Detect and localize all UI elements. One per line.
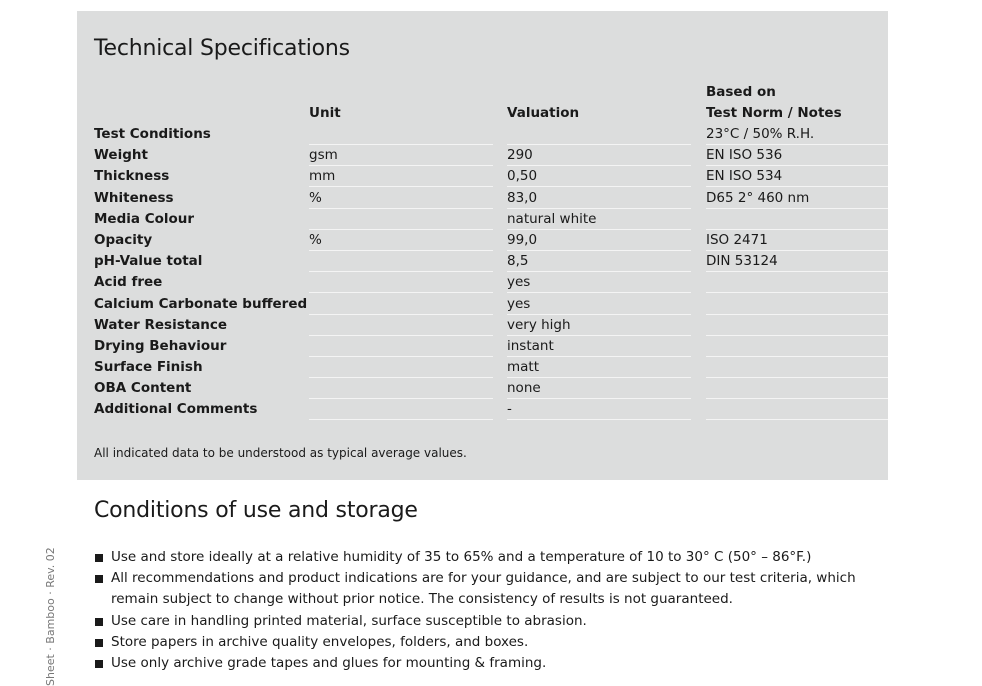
spec-value: 8,5 xyxy=(507,251,691,272)
spec-unit: mm xyxy=(309,166,493,187)
list-item xyxy=(94,611,894,632)
spec-norm: DIN 53124 xyxy=(706,251,888,272)
spec-label: Opacity xyxy=(94,231,153,248)
spec-norm xyxy=(706,336,888,357)
square-bullet-icon xyxy=(95,660,103,668)
spec-norm xyxy=(706,209,888,230)
conditions-list xyxy=(94,547,894,674)
spec-label: OBA Content xyxy=(94,380,192,397)
spec-value: matt xyxy=(507,357,691,378)
list-item-text: Use and store ideally at a relative humidity of 35 to 65% and a temperature of 10 to 30° C (50° – 86°F.) xyxy=(111,549,812,565)
spec-label: Calcium Carbonate buffered xyxy=(94,295,308,312)
spec-unit xyxy=(309,357,493,378)
spec-label: pH-Value total xyxy=(94,253,203,270)
list-item-text: All recommendations and product indications are for your guidance, and are subject to our test criteria, which remain subject to change without prior notice. The consistency of results is not guaranteed. xyxy=(111,570,856,608)
spec-norm xyxy=(706,294,888,315)
spec-label: Test Conditions xyxy=(94,126,211,142)
spec-norm: D65 2° 460 nm xyxy=(706,188,888,209)
spec-label: Drying Behaviour xyxy=(94,337,227,354)
spec-value: 99,0 xyxy=(507,230,691,251)
spec-unit xyxy=(309,399,493,420)
spec-value: 83,0 xyxy=(507,188,691,209)
spec-unit xyxy=(309,209,493,230)
spec-label: Surface Finish xyxy=(94,359,203,376)
spec-norm xyxy=(706,399,888,420)
list-item xyxy=(94,547,894,568)
spec-title: Technical Specifications xyxy=(94,36,350,61)
spec-value: - xyxy=(507,399,691,420)
spec-unit xyxy=(309,378,493,399)
spec-norm xyxy=(706,272,888,293)
spec-value: 290 xyxy=(507,145,691,166)
spec-value: natural white xyxy=(507,209,691,230)
spec-norm: EN ISO 536 xyxy=(706,145,888,166)
spec-norm xyxy=(706,315,888,336)
list-item-text: Use care in handling printed material, surface susceptible to abrasion. xyxy=(111,612,587,629)
spec-norm xyxy=(706,357,888,378)
spec-value xyxy=(507,124,691,145)
conditions-title: Conditions of use and storage xyxy=(94,498,418,523)
spec-value: 0,50 xyxy=(507,166,691,187)
spec-label: Water Resistance xyxy=(94,316,228,333)
spec-unit: % xyxy=(309,188,493,209)
spec-norm: ISO 2471 xyxy=(706,230,888,251)
spec-norm: EN ISO 534 xyxy=(706,166,888,187)
spec-label: Thickness xyxy=(94,168,170,185)
spec-norm xyxy=(706,378,888,399)
spec-value: instant xyxy=(507,336,691,357)
spec-label: Whiteness xyxy=(94,189,174,206)
spec-value: yes xyxy=(507,294,691,315)
spec-unit: % xyxy=(309,230,493,251)
spec-label: Media Colour xyxy=(94,210,195,227)
spec-unit xyxy=(309,294,493,315)
list-item xyxy=(94,568,894,610)
header-unit: Unit xyxy=(309,105,341,121)
spec-unit xyxy=(309,124,493,145)
header-norm-line1: Based on xyxy=(706,84,776,100)
square-bullet-icon xyxy=(95,575,103,583)
header-norm xyxy=(706,82,842,124)
spec-value: very high xyxy=(507,315,691,336)
list-item-text: Use only archive grade tapes and glues for mounting & framing. xyxy=(111,655,547,672)
list-item xyxy=(94,632,894,653)
header-norm-line2: Test Norm / Notes xyxy=(706,105,842,121)
spec-unit xyxy=(309,272,493,293)
spec-unit xyxy=(309,315,493,336)
spec-note: All indicated data to be understood as typical average values. xyxy=(94,446,467,460)
spec-unit xyxy=(309,336,493,357)
spec-label: Acid free xyxy=(94,274,163,291)
square-bullet-icon xyxy=(95,618,103,626)
spec-value: none xyxy=(507,378,691,399)
spec-norm: 23°C / 50% R.H. xyxy=(706,124,888,145)
spec-unit xyxy=(309,251,493,272)
list-item-text: Store papers in archive quality envelopes, folders, and boxes. xyxy=(111,633,529,650)
square-bullet-icon xyxy=(95,639,103,647)
spec-label: Additional Comments xyxy=(94,401,258,418)
spec-unit: gsm xyxy=(309,145,493,166)
side-label: Sheet · Bamboo · Rev. 02 xyxy=(44,547,57,686)
square-bullet-icon xyxy=(95,554,103,562)
spec-value: yes xyxy=(507,272,691,293)
header-valuation: Valuation xyxy=(507,105,580,121)
list-item xyxy=(94,653,894,674)
spec-label: Weight xyxy=(94,147,148,164)
